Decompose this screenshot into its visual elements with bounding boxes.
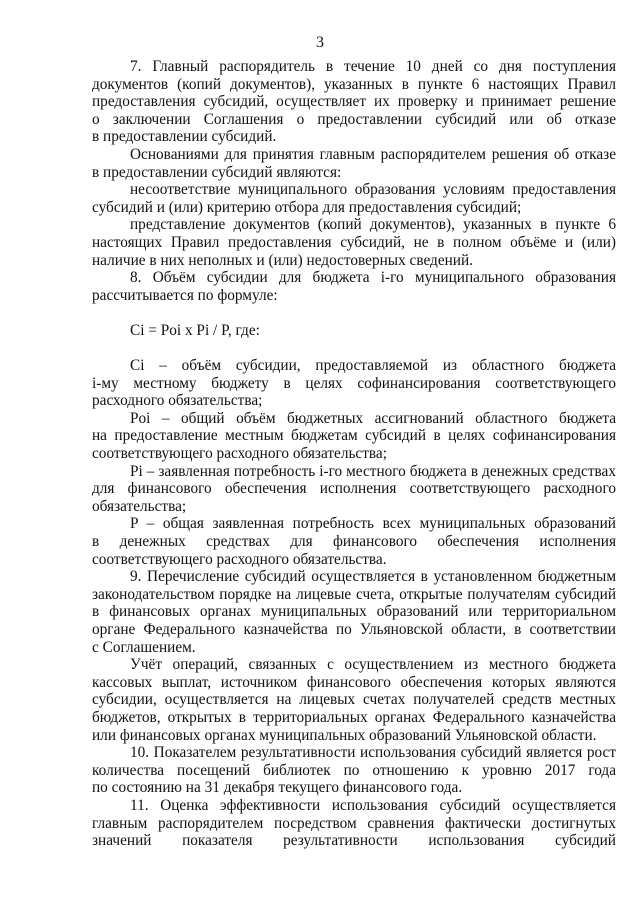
text-line: 10. Показателем результативности использования субсидий является рост [130, 744, 616, 762]
text-line: рассчитывается по формуле: [92, 286, 278, 304]
text-line: обязательства; [92, 497, 187, 515]
paragraph [92, 410, 616, 463]
text-line: Ci = Poi x Pi / P, где: [130, 321, 260, 339]
paragraph [92, 357, 616, 410]
text-line: о заключении Соглашения о предоставлении субсидий или об отказе [92, 110, 616, 128]
text-line: в денежных средствах для финансового обеспечения исполнения [92, 533, 616, 551]
paragraph [92, 463, 616, 516]
text-line: законодательством порядке на лицевые счета, открытые получателям субсидий [92, 585, 616, 603]
text-line: значений показателя результативности использования субсидий [92, 832, 616, 850]
text-line: расходного обязательства; [92, 392, 263, 410]
text-line: в предоставлении субсидий. [92, 128, 277, 146]
text-line: главным распорядителем посредством сравнения фактически достигнутых [92, 814, 616, 832]
text-line: предоставления субсидий, осуществляет их проверку и принимает решение [92, 93, 616, 111]
paragraph [92, 797, 616, 850]
paragraph [92, 744, 616, 797]
document-body [92, 58, 616, 850]
paragraph [92, 269, 616, 304]
text-line: субсидии, осуществляется на лицевых счетах получателей средств местных [92, 691, 616, 709]
paragraph [92, 146, 616, 181]
text-line: в финансовых органах муниципальных образований или территориальном [92, 603, 616, 621]
text-line: на предоставление местным бюджетам субсидий в целях софинансирования [92, 427, 616, 445]
text-line: несоответствие муниципального образования условиям предоставления [130, 181, 616, 199]
text-line: бюджетов, открытых в территориальных органах Федерального казначейства [92, 708, 616, 726]
paragraph [92, 515, 616, 568]
paragraph [92, 322, 616, 340]
text-line: Учёт операций, связанных с осуществлением из местного бюджета [130, 656, 616, 674]
text-line: кассовых выплат, источником финансового обеспечения которых являются [92, 673, 616, 691]
text-line: или финансовых органах муниципальных образований Ульяновской области. [92, 726, 597, 744]
paragraph [92, 181, 616, 216]
paragraph [92, 216, 616, 269]
text-line: документов (копий документов), указанных в пункте 6 настоящих Правил [92, 75, 616, 93]
text-line: соответствующего расходного обязательства; [92, 445, 387, 463]
text-line: Pi – заявленная потребность i-го местного бюджета в денежных средствах [130, 462, 616, 480]
text-line: Ci – объём субсидии, предоставляемой из областного бюджета [130, 357, 616, 375]
paragraph [92, 58, 616, 146]
blank-line [92, 340, 616, 358]
text-line: Poi – общий объём бюджетных ассигнований областного бюджета [130, 409, 616, 427]
text-line: для финансового обеспечения исполнения соответствующего расходного [92, 480, 616, 498]
text-line: количества посещений библиотек по отношению к уровню 2017 года [92, 761, 616, 779]
paragraph [92, 568, 616, 656]
text-line: представление документов (копий документов), указанных в пункте 6 [130, 216, 616, 234]
text-line: настоящих Правил предоставления субсидий, не в полном объёме и (или) [92, 233, 616, 251]
text-line: органе Федерального казначейства по Ульяновской области, в соответствии [92, 621, 616, 638]
blank-line [92, 304, 616, 322]
text-line: по состоянию на 31 декабря текущего финансового года. [92, 779, 463, 797]
text-line: наличие в них неполных и (или) недостоверных сведений. [92, 251, 474, 269]
text-line: субсидий и (или) критерию отбора для предоставления субсидий; [92, 198, 522, 216]
text-line: 9. Перечисление субсидий осуществляется в установленном бюджетным [130, 568, 616, 586]
text-line: P – общая заявленная потребность всех муниципальных образований [130, 515, 616, 533]
text-line: с Соглашением. [92, 638, 196, 656]
paragraph [92, 656, 616, 744]
text-line: i-му местному бюджету в целях софинансирования соответствующего [92, 374, 616, 392]
text-line: 8. Объём субсидии для бюджета i-го муниципального образования [130, 269, 616, 287]
page-number: 3 [316, 34, 324, 51]
text-line: соответствующего расходного обязательства. [92, 550, 387, 568]
text-line: Основаниями для принятия главным распорядителем решения об отказе [130, 145, 616, 163]
text-line: в предоставлении субсидий являются: [92, 163, 342, 181]
text-line: 11. Оценка эффективности использования субсидий осуществляется [130, 796, 616, 814]
text-line: 7. Главный распорядитель в течение 10 дней со дня поступления [130, 58, 616, 75]
